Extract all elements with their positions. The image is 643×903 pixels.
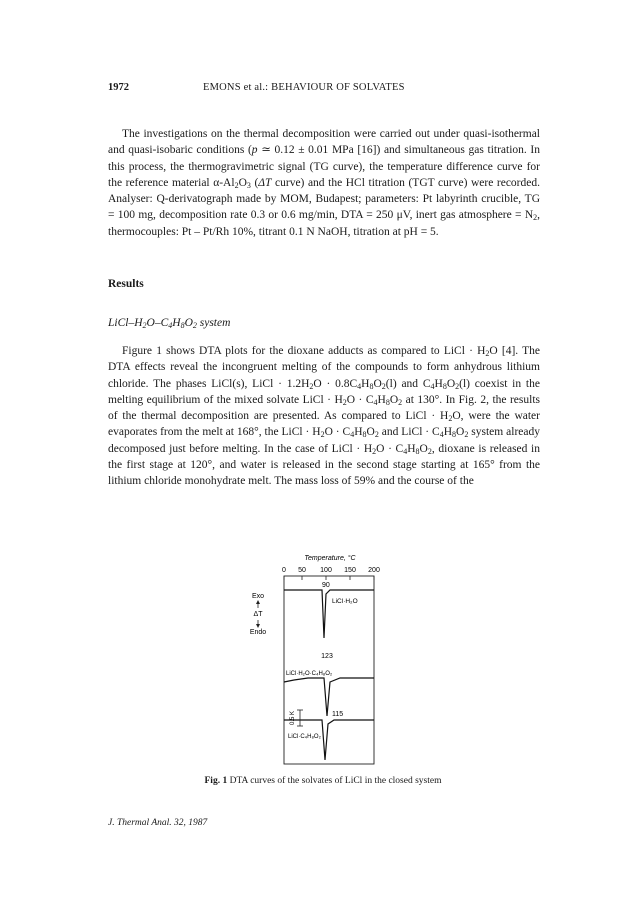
peak-label: 90: [322, 582, 330, 589]
dta-figure: [210, 550, 430, 770]
curve-licl-dioxane: [284, 711, 374, 760]
methods-paragraph: The investigations on the thermal decomposition were carried out under quasi-isothermal and quasi-isobaric conditions (p ≃ 0.12 ± 0.01 MPa [16]) and simultaneous gas titration. In this process, the thermogravimetric signal (TG curve), the temperature difference curve for the reference material $\alpha-Al_2O_3$ (ΔT curve) and the HCl titration (TGT curve) were recorded. Analyser: Q-derivatograph made by MOM, Budapest; parameters: Pt labyrinth crucible, TG = 100 mg, decomposition rate 0.3 or 0.6 mg/min, DTA = 250 μV, inert gas atmosphere = $N_2$, thermocouples: Pt – Pt/Rh 10%, titrant 0.1 N NaOH, titration at pH = 5.: [108, 128, 541, 238]
curve-label: LiCl·C₄H₈O₂: [288, 734, 321, 740]
results-heading: Results: [108, 278, 144, 290]
scale-bar: [290, 710, 303, 726]
tick-label: 150: [344, 567, 356, 574]
journal-footer: J. Thermal Anal. 32, 1987: [108, 818, 208, 828]
tick-label: 0: [282, 567, 286, 574]
curve-label: LiCl·H₂O: [332, 598, 358, 605]
delta-t-label: ΔT: [253, 611, 263, 618]
exo-label: Exo: [251, 593, 265, 600]
endo-label: Endo: [249, 629, 267, 636]
tick-label: 100: [320, 567, 332, 574]
curve-licl-h2o: [284, 582, 374, 638]
subsection-heading: LiCl–$H_2O-C_4H_8O_2$ system: [108, 317, 231, 330]
peak-label: 123: [321, 653, 333, 660]
scale-label: 0.5 K: [290, 710, 296, 726]
running-header: [108, 82, 540, 98]
tick-label: 200: [368, 567, 380, 574]
running-title: EMONS et al.: BEHAVIOUR OF SOLVATES: [203, 82, 405, 93]
peak-label: 115: [332, 711, 344, 718]
curve-licl-h2o-dioxane: [284, 653, 374, 716]
curve-label: LiCl·H₂O·C₄H₈O₂: [286, 671, 333, 677]
tick-label: 50: [298, 567, 306, 574]
results-paragraph: Figure 1 shows DTA plots for the dioxane adducts as compared to LiCl · $H_2O$ [4]. The DTA effects reveal the incongruent melting of the compounds to form anhydrous lithium chloride. The phases LiCl(s), LiCl · $1.2H_2O \cdot 0.8C_4H_8O_2(l)$ and $C_4H_8O_2(l)$ coexist in the melting equilibrium of the mixed solvate LiCl · $H_2O \cdot C_4H_8O_2$ at 130°. In Fig. 2, the results of the thermal decomposition are presented. As compared to LiCl · $H_2O$, were the water evaporates from the melt at 168°, the LiCl · $H_2O \cdot C_4H_8O_2$ and LiCl · $C_4H_8O_2$ system already decomposed just before melting. In the case of LiCl · $H_2O \cdot C_4H_8O_2$, dioxane is released in the first stage at 120°, and water is released in the second stage starting at 165° from the lithium chloride monohydrate melt. The mass loss of 59% and the course of the: [108, 345, 540, 488]
temperature-axis-title: Temperature, °C: [304, 555, 356, 562]
page-number: 1972: [108, 82, 129, 93]
figure-caption: Fig. 1 DTA curves of the solvates of LiCl in the closed system: [204, 776, 442, 786]
